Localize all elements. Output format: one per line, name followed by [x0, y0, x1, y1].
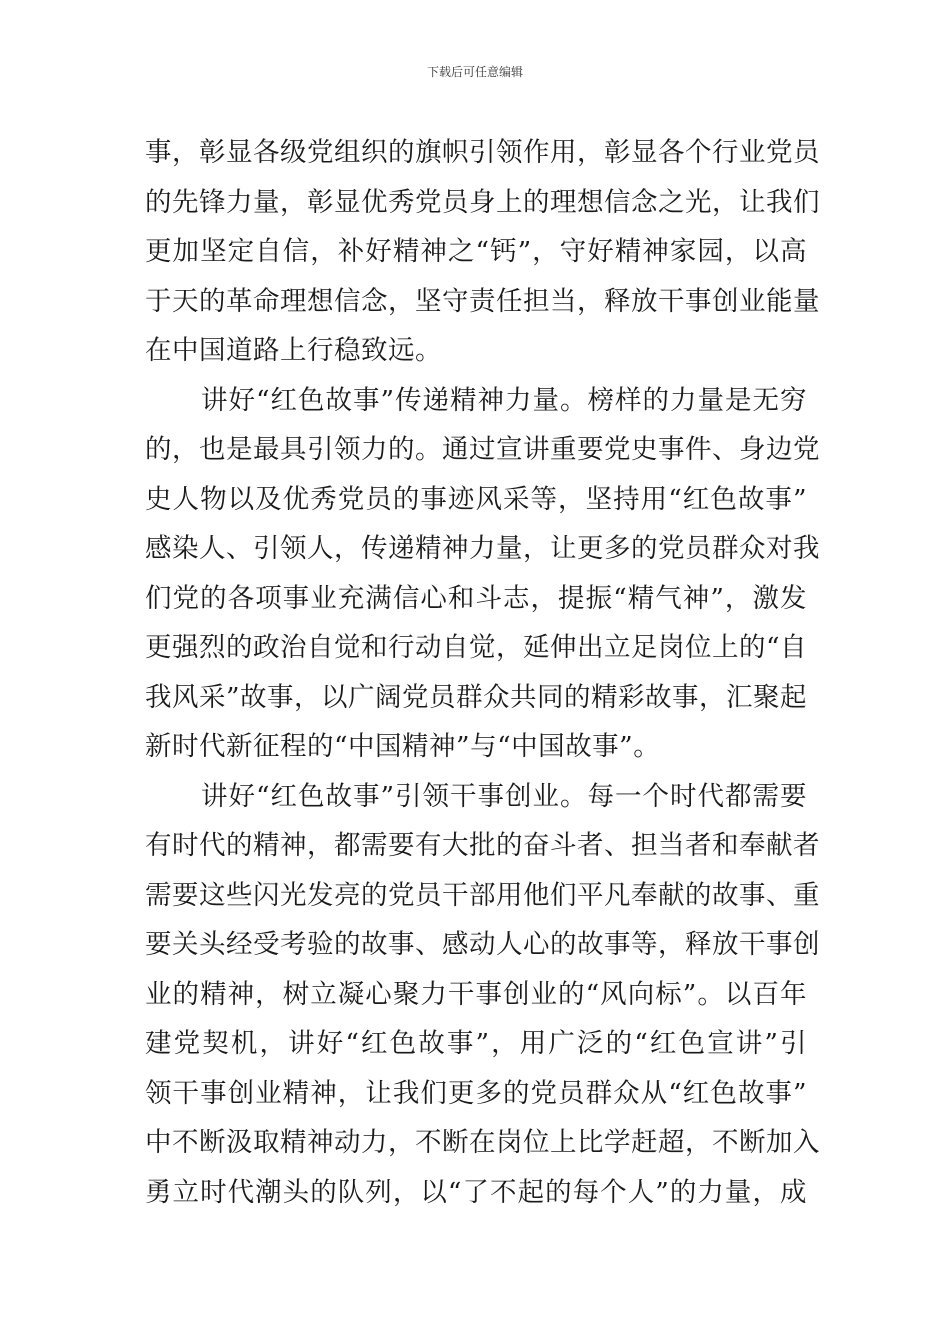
text-line: 勇立时代潮头的队列，以“了不起的每个人”的力量，成 — [145, 1176, 807, 1208]
text-line: 领干事创业精神，让我们更多的党员群众从“红色故事” — [145, 1077, 807, 1109]
text-line: 的，也是最具引领力的。通过宣讲重要党史事件、身边党 — [145, 434, 820, 465]
text-line: 需要这些闪光发亮的党员干部用他们平凡奉献的故事、重 — [145, 879, 820, 911]
text-line: 在中国道路上行稳致远。 — [145, 335, 442, 366]
text-line: 史人物以及优秀党员的事迹风采等，坚持用“红色故事” — [145, 483, 807, 515]
text-line: 新时代新征程的“中国精神”与“中国故事”。 — [145, 731, 661, 762]
paragraph-2 — [145, 376, 820, 772]
text-line: 有时代的精神，都需要有大批的奋斗者、担当者和奉献者 — [145, 830, 820, 861]
text-line: 中不断汲取精神动力，不断在岗位上比学赶超，不断加入 — [145, 1127, 820, 1158]
paragraph-1 — [145, 128, 820, 376]
text-line: 的先锋力量，彰显优秀党员身上的理想信念之光，让我们 — [145, 186, 820, 218]
text-line: 更加坚定自信，补好精神之“钙”，守好精神家园，以高 — [145, 236, 807, 267]
paragraph-3 — [145, 772, 820, 1218]
text-line: 讲好“红色故事”传递精神力量。榜样的力量是无穷 — [201, 384, 807, 416]
text-line: 业的精神，树立凝心聚力干事创业的“风向标”。以百年 — [145, 978, 807, 1010]
text-line: 更强烈的政治自觉和行动自觉，延伸出立足岗位上的“自 — [145, 632, 808, 663]
text-line: 们党的各项事业充满信心和斗志，提振“精气神”，激发 — [145, 582, 807, 614]
text-line: 要关头经受考验的故事、感动人心的故事等，释放干事创 — [145, 929, 820, 960]
text-line: 于天的革命理想信念，坚守责任担当，释放干事创业能量 — [145, 285, 820, 317]
document-body — [145, 128, 820, 1217]
text-line: 事，彰显各级党组织的旗帜引领作用，彰显各个行业党员 — [145, 137, 820, 168]
text-line: 我风采”故事，以广阔党员群众共同的精彩故事，汇聚起 — [145, 681, 808, 713]
text-line: 建党契机，讲好“红色故事”，用广泛的“红色宣讲”引 — [145, 1028, 807, 1059]
text-line: 讲好“红色故事”引领干事创业。每一个时代都需要 — [201, 780, 807, 812]
page-header: 下载后可任意编辑 — [426, 65, 523, 79]
text-line: 感染人、引领人，传递精神力量，让更多的党员群众对我 — [145, 533, 820, 564]
